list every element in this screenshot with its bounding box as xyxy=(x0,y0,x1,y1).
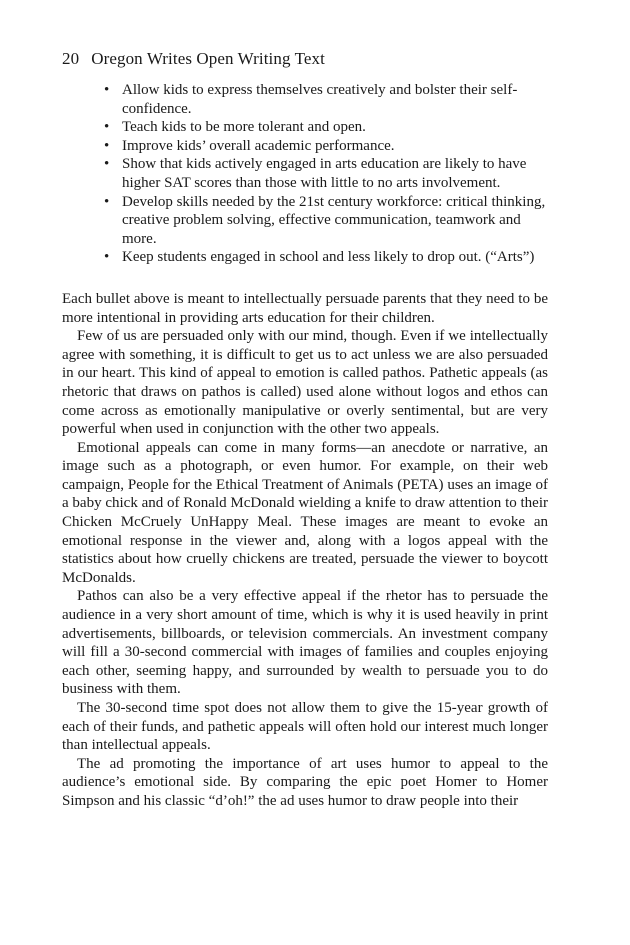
bullet-item xyxy=(104,193,546,249)
bullet-text: Develop skills needed by the 21st century workforce: critical thinking, creative problem solving, effective communication, teamwork and more. xyxy=(122,193,546,247)
bullet-text: Allow kids to express themselves creatively and bolster their self-confidence. xyxy=(122,82,518,117)
running-head xyxy=(62,48,548,70)
bullet-glyph: • xyxy=(104,156,110,173)
bullet-glyph: • xyxy=(104,82,110,98)
bullet-item xyxy=(104,81,546,118)
bullet-text: Teach kids to be more tolerant and open. xyxy=(122,119,366,136)
book-page xyxy=(62,48,548,811)
bullet-text: Show that kids actively engaged in arts education are likely to have higher SAT scores than those with little to no arts involvement. xyxy=(122,156,527,191)
paragraph: Pathos can also be a very effective appeal if the rhetor has to persuade the audience in a very short amount of time, which is why it is used heavily in print advertisements, billboards, or television commercials. An investment company will fill a 30-second commercial with images of families and couples enjoying each other, seeming happy, and surrounded by wealth to persuade you to do business with them. xyxy=(62,588,548,698)
page-number: 20 xyxy=(62,49,80,68)
paragraph: Few of us are persuaded only with our mind, though. Even if we intellectually agree with something, it is difficult to get us to act unless we are also persuaded in our heart. This kind of appeal to emotion is called pathos. Pathetic appeals (as rhetoric that draws on pathos is called) used alone without logos and ethos can come across as emotionally manipulative or overly sentimental, but are very powerful when used in conjunction with the other two appeals. xyxy=(62,328,548,438)
paragraph: Each bullet above is meant to intellectually persuade parents that they need to be more intentional in providing arts education for their children. xyxy=(62,290,548,326)
bullet-glyph: • xyxy=(104,193,110,210)
bullet-item xyxy=(104,137,546,156)
body-text xyxy=(62,290,548,811)
bullet-text: Improve kids’ overall academic performance. xyxy=(122,137,395,154)
bullet-list xyxy=(62,81,546,267)
bullet-item xyxy=(104,248,546,267)
bullet-glyph: • xyxy=(104,119,110,136)
bullet-glyph: • xyxy=(104,137,110,154)
bullet-text: Keep students engaged in school and less likely to drop out. (“Arts”) xyxy=(122,249,535,266)
paragraph: The ad promoting the importance of art uses humor to appeal to the audience’s emotional side. By comparing the epic poet Homer to Homer Simpson and his classic “d’oh!” the ad uses humor to draw people into their xyxy=(62,755,548,809)
paragraph: Emotional appeals can come in many forms—an anecdote or narrative, an image such as a photograph, or even humor. For example, on their web campaign, People for the Ethical Treatment of Animals (PETA) uses an image of a baby chick and of Ronald McDonald wielding a knife to draw attention to their Chicken McCruely UnHappy Meal. These images are meant to evoke an emotional response in the viewer and, along with a logos appeal with the statistics about how cruelly chickens are treated, persuade the viewer to boycott McDonalds. xyxy=(62,439,548,586)
bullet-glyph: • xyxy=(104,249,110,266)
bullet-item xyxy=(104,118,546,137)
paragraph: The 30-second time spot does not allow them to give the 15-year growth of each of their funds, and pathetic appeals will often hold our interest much longer than intellectual appeals. xyxy=(62,700,548,754)
bullet-item xyxy=(104,155,546,192)
book-title: Oregon Writes Open Writing Text xyxy=(91,49,325,68)
